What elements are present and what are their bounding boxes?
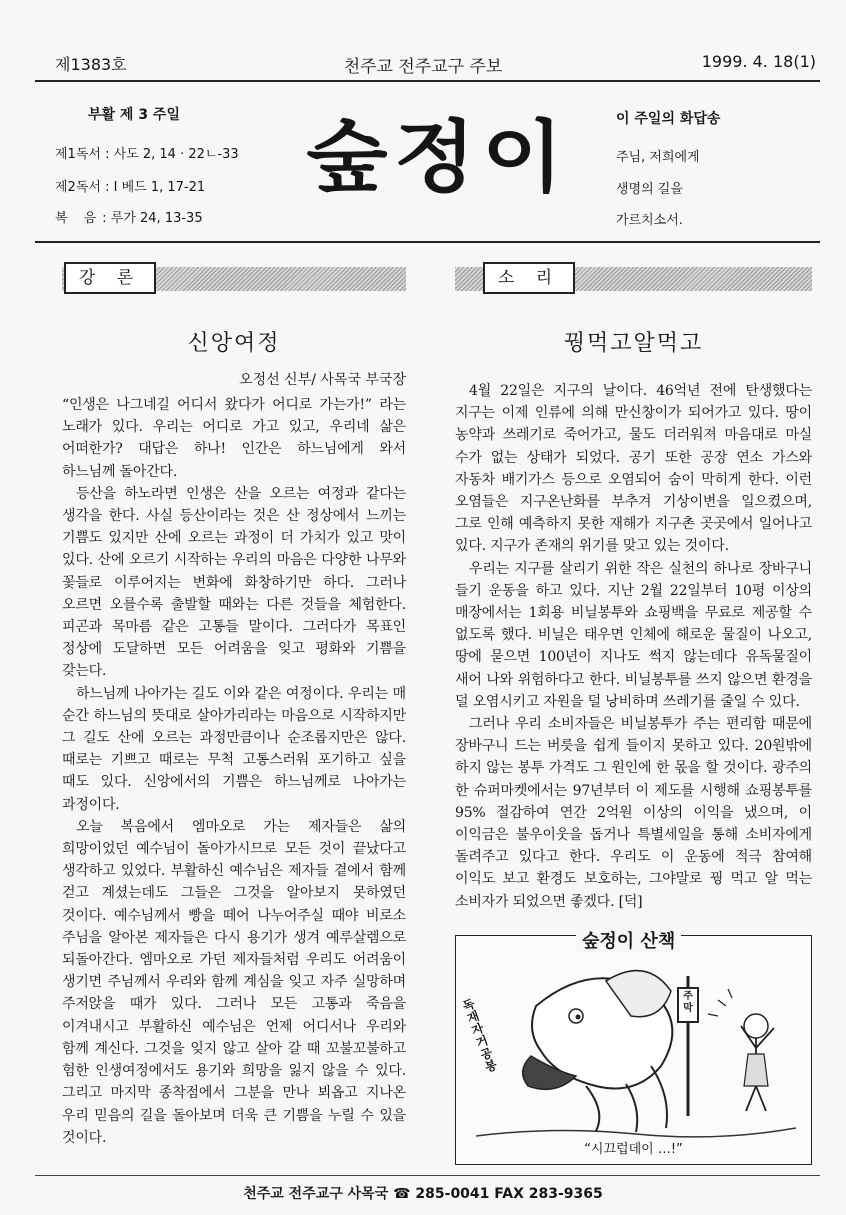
cartoon-side-text: 독재자 거공봉 <box>460 996 499 1075</box>
paragraph: “인생은 나그네길 어디서 왔다가 어디로 가는가!” 라는 노래가 있다. 우리는 어디로 가고 있고, 우리네 삶은 어떠한가? 대답은 하나! 인간은 하느님에게 와서 하느님께 돌아간다. <box>62 397 406 480</box>
left-article-body <box>62 394 406 1149</box>
paragraph: 등산을 하노라면 인생은 산을 오르는 여정과 같다는 생각을 한다. 사실 등산이라는 것은 산 정상에서 느끼는 기쁨도 있지만 산에 오르는 과정이 더 가치가 있고 맛이 있다. 산에 오르기 시작하는 우리의 마음은 다양한 나무와 꽃들로 이루어지는 변화에 화창하기만 하다. 그러나 오르면 오를수록 출발할 때와는 다른 것들을 체험한다. 피곤과 목마름 같은 고통들 말이다. 그러다가 목표인 정상에 도달하면 모든 어려움을 잊고 평화와 기쁨을 갖는다. <box>62 485 406 680</box>
issue-number: 제1383호 <box>55 55 127 74</box>
reading-1-label: 제1독서 <box>55 147 101 162</box>
psalm-line-3: 가르치소서. <box>616 213 683 228</box>
psalm-line-2: 생명의 길을 <box>616 182 683 197</box>
left-section-label: 강 론 <box>64 262 156 294</box>
left-article-title: 신앙여정 <box>187 331 281 356</box>
publication-name: 천주교 전주교구 주보 <box>343 57 503 77</box>
paragraph: 우리는 지구를 살리기 위한 작은 실천의 하나로 장바구니 들기 운동을 하고 있다. 지난 2월 22일부터 10평 이상의 매장에서는 1회용 비닐봉투와 쇼핑백을 무료로 제공할 수 없도록 했다. 비닐은 태우면 인체에 해로운 물질이 나오고, 땅에 묻으면 100년이 지나도 썩지 않는데다 유독물질이 새어 나와 위험하다고 한다. 비닐봉투를 쓰지 않으면 환경을 덜 오염시키고 자원을 덜 낭비하며 쓰레기를 줄일 수 있다. <box>455 560 812 710</box>
footer-contact: 천주교 전주교구 사목국 ☎ 285-0041 FAX 283-9365 <box>243 1186 603 1202</box>
cartoon-illustration <box>456 936 811 1164</box>
reading-3: 복 음: 루가 24, 13-35 <box>55 211 203 226</box>
paragraph: 4월 22일은 지구의 날이다. 46억년 전에 탄생했다는 지구는 이제 인류에 의해 만신창이가 되어가고 있다. 땅이 농약과 쓰레기로 죽어가고, 물도 더러워져 마음대로 마실 수가 없는 상태가 되었다. 공기 또한 공장 연소 가스와 자동차 배기가스 등으로 오염되어 숨이 막히게 한다. 이런 오염들은 지구온난화를 부추겨 기상이변을 일으켰으며, 그로 인해 예측하지 못한 재해가 지구촌 곳곳에서 일어나고 있다. 지구가 존재의 위기를 맞고 있는 것이다. <box>455 383 812 555</box>
reading-2: 제2독서 : I 베드 1, 17-21 <box>55 180 206 195</box>
footer-rule <box>35 1175 820 1176</box>
cartoon-sign: 주막 <box>683 991 693 1014</box>
psalm-title: 이 주일의 화답송 <box>616 111 721 127</box>
reading-3-value: 루가 24, 13-35 <box>110 211 203 226</box>
cartoon-caption: “시끄럽데이 …!” <box>584 1142 683 1157</box>
right-article-title: 꿩먹고알먹고 <box>563 331 704 356</box>
right-article-body <box>455 380 812 913</box>
psalm-line-1: 주님, 저희에게 <box>616 150 700 165</box>
left-byline: 오정선 신부/ 사목국 부국장 <box>239 372 406 388</box>
reading-2-value: I 베드 1, 17-21 <box>113 180 206 195</box>
paragraph: 오늘 복음에서 엠마오로 가는 제자들은 삶의 희망이었던 예수님이 돌아가시므로 모든 것이 끝났다고 생각하고 있었다. 부활하신 예수님은 제자들 곁에서 함께 걷고 계셨는데도 그들은 그것을 알아보지 못하였던 것이다. 예수님께서 빵을 떼어 나누어주실 때야 비로소 주님을 알아본 제자들은 다시 용기가 생겨 예루살렘으로 되돌아간다. 엠마오로 가던 제자들처럼 우리도 어려움이 생기면 주님께서 우리와 함께 계심을 잊고 자주 실망하며 주저앉을 때가 있다. 그러나 모든 고통과 죽음을 이겨내시고 부활하신 예수님은 언제 어디서나 우리와 함께 계신다. 그것을 잊지 않고 살아 갈 때 꼬불꼬불하고 험한 인생여정에서도 용기와 희망을 잃지 않을 수 있다. 그리고 마지막 종착점에서 그분을 만나 뵈옵고 지나온 우리 믿음의 길을 돌아보며 더욱 큰 기쁨을 누릴 수 있을 것이다. <box>62 818 406 1146</box>
header-rule <box>35 80 820 82</box>
reading-2-label: 제2독서 <box>55 180 101 195</box>
sunday-title: 부활 제 3 주일 <box>88 107 180 123</box>
paragraph: 하느님께 나아가는 길도 이와 같은 여정이다. 우리는 매 순간 하느님의 뜻대로 살아가리라는 마음으로 시작하지만 그 길도 산에 오르는 과정만큼이나 순조롭지만은 않다. 때로는 기쁘고 때로는 무척 고통스러워 포기하고 싶을 때도 있다. 신앙에서의 기쁨은 하느님께로 나아가는 과정이다. <box>62 685 406 813</box>
reading-3-label: 복 음 <box>55 211 103 226</box>
paragraph: 그러나 우리 소비자들은 비닐봉투가 주는 편리함 때문에 장바구니 드는 버릇을 쉽게 들이지 못하고 있다. 20원밖에 하지 않는 봉투 가격도 그 원인에 한 몫을 할 것이다. 광주의 한 슈퍼마켓에서는 97년부터 이 제도를 시행해 쇼핑봉투를 95% 절감하여 연간 2억원 이상의 이익을 냈으며, 이 이익금은 불우이웃을 돕거나 특별세일을 통해 소비자에게 돌려주고 있다고 한다. 우리도 이 운동에 적극 참여해 이익도 보고 환경도 보호하는, 그야말로 꿩 먹고 알 먹는 소비자가 되었으면 좋겠다. [덕] <box>455 716 812 910</box>
reading-1-value: 사도 2, 14 · 22ㄴ-33 <box>113 147 239 162</box>
issue-date: 1999. 4. 18(1) <box>701 52 816 71</box>
reading-1: 제1독서 : 사도 2, 14 · 22ㄴ-33 <box>55 147 239 162</box>
right-section-label: 소 리 <box>483 262 575 294</box>
cartoon-box <box>455 935 812 1165</box>
masthead-rule <box>35 241 820 243</box>
cartoon-title: 숲정이 산책 <box>576 927 681 953</box>
masthead-title: 숲정이 <box>306 113 570 203</box>
